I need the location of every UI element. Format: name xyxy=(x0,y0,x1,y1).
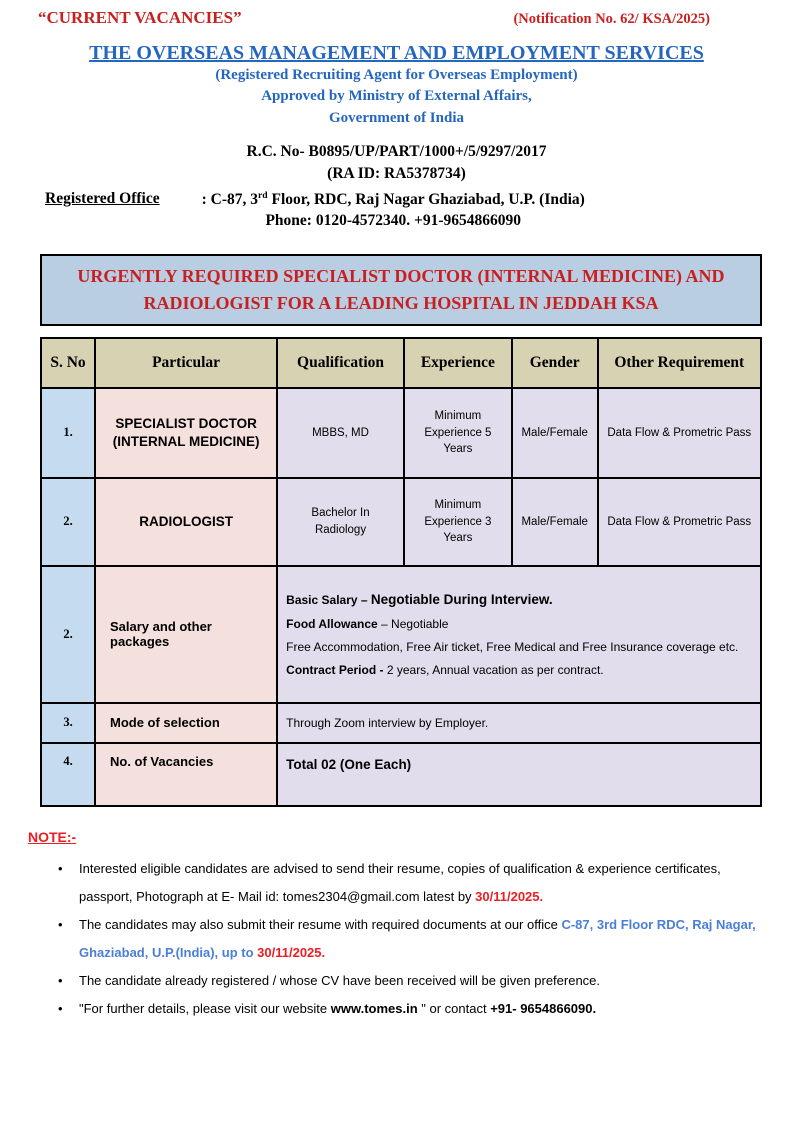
registered-office-address xyxy=(202,190,585,209)
note-bullet-segment: +91- 9654866090. xyxy=(490,1000,597,1016)
particular-cell: Mode of selection xyxy=(95,703,277,743)
vacancy-banner: URGENTLY REQUIRED SPECIALIST DOCTOR (INTERNAL MEDICINE) AND RADIOLOGIST FOR A LEADING HOSPITAL IN JEDDAH KSA xyxy=(40,254,762,326)
sno-cell: 4. xyxy=(41,743,95,806)
note-bullet-segment: www.tomes.in xyxy=(330,1000,418,1016)
merged-cell-segment: Basic Salary xyxy=(286,592,361,607)
merged-cell-segment: Free Accommodation, Free Air ticket, Free Medical and Free Insurance coverage etc. xyxy=(286,640,739,654)
table-row xyxy=(41,388,761,478)
notes-section xyxy=(28,829,793,1023)
sno-cell: 1. xyxy=(41,388,95,478)
vacancy-table xyxy=(40,337,762,807)
note-bullet xyxy=(56,967,763,995)
note-bullet-segment: " or contact xyxy=(417,1000,491,1016)
merged-cell-segment: Negotiable During Interview. xyxy=(370,591,553,607)
registered-office-address-segment: rd xyxy=(258,189,268,201)
registered-office-address-segment: Floor, RDC, Raj Nagar Ghaziabad, U.P. (India) xyxy=(267,190,585,208)
merged-cell xyxy=(277,743,761,806)
org-subtitle-3: Government of India xyxy=(329,109,464,126)
table-header-cell: Other Requirement xyxy=(598,338,761,388)
table-header-cell: Qualification xyxy=(277,338,404,388)
ra-id: (RA ID: RA5378734) xyxy=(327,165,466,183)
note-bullet xyxy=(56,855,763,911)
rc-number: R.C. No- B0895/UP/PART/1000+/5/9297/2017 xyxy=(246,142,547,160)
org-name: THE OVERSEAS MANAGEMENT AND EMPLOYMENT SERVICES xyxy=(89,42,704,64)
merged-cell-line xyxy=(286,715,752,731)
table-header-cell: Experience xyxy=(404,338,512,388)
data-cell: Data Flow & Prometric Pass xyxy=(598,478,761,566)
org-subtitle-2: Approved by Ministry of External Affairs, xyxy=(261,88,532,105)
phone-line: Phone: 0120-4572340. +91-9654866090 xyxy=(265,211,521,229)
particular-cell: No. of Vacancies xyxy=(95,743,277,806)
merged-cell-line xyxy=(286,662,752,678)
top-header-row xyxy=(38,8,760,28)
merged-cell-line xyxy=(286,639,752,655)
data-cell: Male/Female xyxy=(512,478,598,566)
data-cell: Male/Female xyxy=(512,388,598,478)
data-cell: MBBS, MD xyxy=(277,388,404,478)
data-cell: Minimum Experience 3 Years xyxy=(404,478,512,566)
notes-heading: NOTE:- xyxy=(28,828,77,845)
note-bullet-segment: The candidates may also submit their resume with required documents at our office xyxy=(79,916,562,932)
org-subtitle-1: (Registered Recruiting Agent for Overseas Employment) xyxy=(215,67,578,83)
notes-list xyxy=(28,855,793,1023)
note-bullet-segment: 30/11/2025. xyxy=(475,888,544,904)
table-header-cell: S. No xyxy=(41,338,95,388)
merged-cell-line xyxy=(286,756,752,774)
note-bullet-segment: 30/11/2025. xyxy=(257,944,326,960)
particular-cell: RADIOLOGIST xyxy=(95,478,277,566)
table-row xyxy=(41,566,761,703)
particular-cell: Salary and other packages xyxy=(95,566,277,703)
sno-cell: 2. xyxy=(41,566,95,703)
note-bullet-segment: "For further details, please visit our website xyxy=(79,1000,331,1016)
table-row xyxy=(41,703,761,743)
merged-cell xyxy=(277,566,761,703)
merged-cell-segment: 2 years, Annual vacation as per contract. xyxy=(383,663,604,678)
note-bullet xyxy=(56,911,763,967)
data-cell: Bachelor In Radiology xyxy=(277,478,404,566)
note-bullet xyxy=(56,995,763,1023)
table-header-cell: Gender xyxy=(512,338,598,388)
table-row xyxy=(41,478,761,566)
merged-cell-segment: Contract Period - xyxy=(286,663,384,678)
registered-office-content xyxy=(202,190,585,230)
table-row xyxy=(41,743,761,806)
data-cell: Data Flow & Prometric Pass xyxy=(598,388,761,478)
note-bullet-segment: C-87, 3rd Floor RDC, Raj Nagar, Ghaziabad, U.P.(India), up to xyxy=(79,916,756,960)
table-header-row xyxy=(41,338,761,388)
merged-cell-segment: Food Allowance xyxy=(286,616,378,631)
note-bullet-segment: Interested eligible candidates are advised to send their resume, copies of qualification & experience certificates, passport, Photograph at E- Mail id: tomes2304@gmail.com latest by xyxy=(79,860,721,904)
merged-cell-segment: Through Zoom interview by Employer. xyxy=(286,715,489,730)
table-header-cell: Particular xyxy=(95,338,277,388)
merged-cell-segment: – xyxy=(360,592,371,607)
rc-block xyxy=(0,141,793,186)
particular-cell: SPECIALIST DOCTOR (INTERNAL MEDICINE) xyxy=(95,388,277,478)
sno-cell: 3. xyxy=(41,703,95,743)
registered-office-row xyxy=(45,190,793,230)
registered-office-address-segment: : C-87, 3 xyxy=(201,190,259,208)
registered-office-label: Registered Office xyxy=(45,189,160,207)
notification-number: (Notification No. 62/ KSA/2025) xyxy=(513,11,710,27)
merged-cell-segment: – Negotiable xyxy=(377,616,449,631)
merged-cell-segment: Total 02 (One Each) xyxy=(286,756,412,772)
merged-cell-line xyxy=(286,591,752,609)
merged-cell-line xyxy=(286,616,752,632)
current-vacancies-title: “CURRENT VACANCIES” xyxy=(38,8,242,27)
note-bullet-segment: The candidate already registered / whose CV have been received will be given preference. xyxy=(79,972,601,988)
sno-cell: 2. xyxy=(41,478,95,566)
data-cell: Minimum Experience 5 Years xyxy=(404,388,512,478)
org-name-line xyxy=(0,42,793,65)
merged-cell xyxy=(277,703,761,743)
